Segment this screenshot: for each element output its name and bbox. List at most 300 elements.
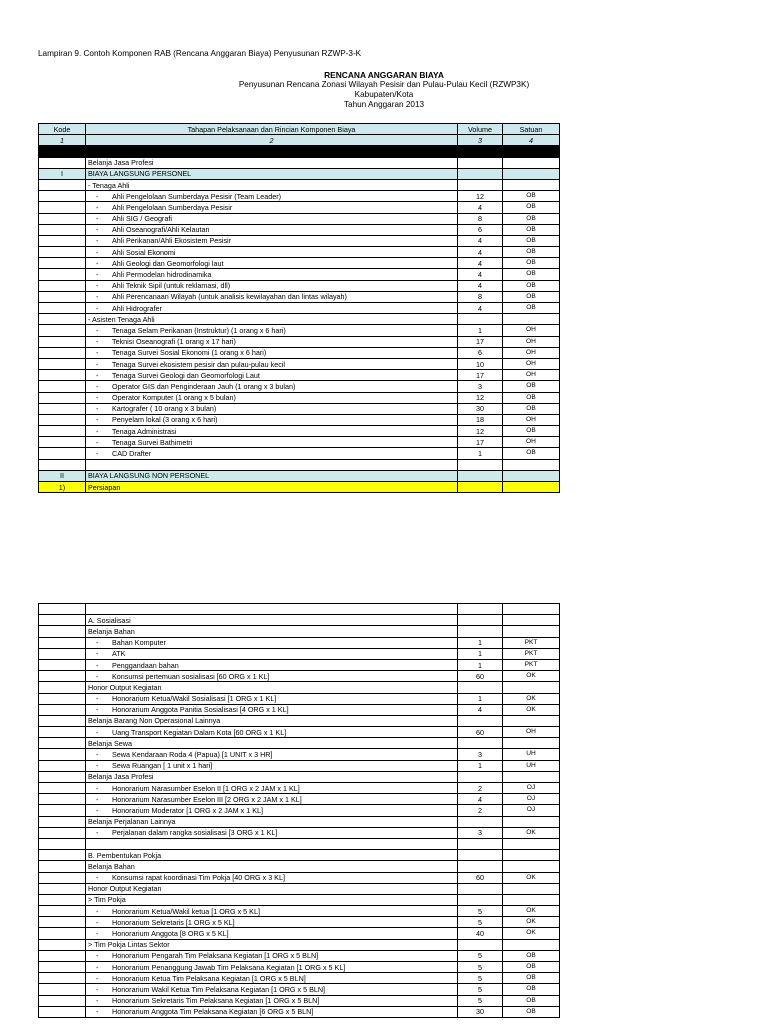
table-row: [39, 370, 560, 381]
cell-kode: [39, 861, 86, 872]
cell-volume: 4: [458, 794, 503, 805]
cell-kode: [39, 659, 86, 670]
cell-description: > Tim Pokja: [86, 894, 458, 905]
cell-description: [86, 370, 458, 381]
cell-kode: [39, 883, 86, 894]
header-kode: Kode: [39, 124, 86, 135]
column-number-2: 2: [86, 135, 458, 146]
item-text: - Ahli Pengelolaan Sumberdaya Pesisir (Team Leader): [96, 192, 281, 201]
item-text: - Ahli Oseanografi/Ahli Kelautan: [96, 225, 210, 234]
cell-satuan: [503, 838, 560, 849]
cell-satuan: OH: [503, 727, 560, 738]
cell-satuan: PKT: [503, 648, 560, 659]
table-row: [39, 995, 560, 1006]
table-row: [39, 715, 560, 726]
table-row: [39, 426, 560, 437]
item-text: - Ahli Hidrografer: [96, 304, 162, 313]
table-row: [39, 325, 560, 336]
cell-volume: 5: [458, 962, 503, 973]
cell-satuan: [503, 314, 560, 325]
table-row: [39, 392, 560, 403]
cell-kode: [39, 604, 86, 615]
cell-kode: [39, 637, 86, 648]
cell-description: [86, 280, 458, 291]
cell-volume: 4: [458, 704, 503, 715]
cell-volume: 1: [458, 325, 503, 336]
cell-kode: [39, 191, 86, 202]
cell-kode: [39, 224, 86, 235]
cell-volume: 12: [458, 426, 503, 437]
cell-volume: 5: [458, 995, 503, 1006]
cell-description: [86, 749, 458, 760]
cell-description: Belanja Bahan: [86, 626, 458, 637]
table-row: [39, 962, 560, 973]
header-volume: Volume: [458, 124, 503, 135]
table-row: [39, 470, 560, 481]
table-row: [39, 816, 560, 827]
cell-volume: [458, 939, 503, 950]
item-text: - ATK: [96, 649, 125, 658]
cell-volume: [458, 861, 503, 872]
cell-description: [86, 727, 458, 738]
table-row: [39, 671, 560, 682]
table-row: [39, 626, 560, 637]
appendix-caption: Lampiran 9. Contoh Komponen RAB (Rencana Anggaran Biaya) Penyusunan RZWP-3-K: [38, 49, 362, 58]
cell-volume: 60: [458, 727, 503, 738]
cell-description: [86, 347, 458, 358]
cell-kode: [39, 213, 86, 224]
cell-satuan: OK: [503, 928, 560, 939]
cell-description: BIAYA LANGSUNG PERSONEL: [86, 168, 458, 179]
cell-volume: 4: [458, 269, 503, 280]
cell-description: Belanja Jasa Profesi: [86, 771, 458, 782]
cell-satuan: OK: [503, 671, 560, 682]
cell-kode: [39, 358, 86, 369]
item-text: - Penyelam lokal (3 orang x 6 hari): [96, 415, 217, 424]
item-text: - Honorarium Ketua/Wakil ketua [1 ORG x 5 KL]: [96, 907, 260, 916]
table-row: [39, 727, 560, 738]
cell-description: [86, 950, 458, 961]
cell-kode: [39, 347, 86, 358]
cell-satuan: PKT: [503, 659, 560, 670]
item-text: - Honorarium Moderator [1 ORG x 2 JAM x 1 KL]: [96, 806, 263, 815]
cell-kode: [39, 749, 86, 760]
cell-description: [86, 403, 458, 414]
cell-volume: 40: [458, 928, 503, 939]
cell-volume: 60: [458, 671, 503, 682]
cell-satuan: OH: [503, 414, 560, 425]
table-row: [39, 861, 560, 872]
document-subtitle: Penyusunan Rencana Zonasi Wilayah Pesisir dan Pulau-Pulau Kecil (RZWP3K): [238, 80, 530, 89]
cell-kode: [39, 984, 86, 995]
cell-kode: [39, 235, 86, 246]
item-text: - Honorarium Anggota [8 ORG x 5 KL]: [96, 929, 229, 938]
cell-kode: [39, 783, 86, 794]
cell-kode: [39, 715, 86, 726]
cell-volume: 30: [458, 1006, 503, 1017]
table-row: [39, 917, 560, 928]
document-year: Tahun Anggaran 2013: [343, 100, 425, 109]
cell-description: [86, 247, 458, 258]
cell-description: [86, 838, 458, 849]
table-row: [39, 358, 560, 369]
cell-description: B. Pembentukan Pokja: [86, 850, 458, 861]
cell-satuan: OH: [503, 347, 560, 358]
table-row: [39, 783, 560, 794]
cell-description: [86, 392, 458, 403]
table-row: [39, 291, 560, 302]
table-row: [39, 771, 560, 782]
table-row: [39, 482, 560, 493]
table-row: [39, 213, 560, 224]
table-row: [39, 827, 560, 838]
cell-kode: [39, 771, 86, 782]
cell-description: [86, 928, 458, 939]
cell-kode: I: [39, 168, 86, 179]
cell-description: [86, 648, 458, 659]
cell-description: [86, 760, 458, 771]
cell-volume: 4: [458, 202, 503, 213]
item-text: - Honorarium Narasumber Eselon III [2 ORG x 2 JAM x 1 KL]: [96, 795, 302, 804]
table-row: [39, 894, 560, 905]
cell-satuan: [503, 168, 560, 179]
item-text: - Tenaga Survei Bathimetri: [96, 438, 192, 447]
table-row: [39, 191, 560, 202]
header-satuan: Satuan: [503, 124, 560, 135]
cell-satuan: OB: [503, 973, 560, 984]
table-row: [39, 403, 560, 414]
cell-volume: 4: [458, 235, 503, 246]
cell-satuan: OB: [503, 403, 560, 414]
table-row: [39, 202, 560, 213]
cell-volume: 4: [458, 247, 503, 258]
cell-description: - Tenaga Ahli: [86, 179, 458, 190]
item-text: - Honorarium Penanggung Jawab Tim Pelaksana Kegiatan [1 ORG x 5 KL]: [96, 963, 345, 972]
cell-volume: 1: [458, 760, 503, 771]
item-text: - Honorarium Ketua/Wakil Sosialisasi [1 ORG x 1 KL]: [96, 694, 276, 703]
cell-volume: 6: [458, 224, 503, 235]
cell-kode: [39, 459, 86, 470]
cell-satuan: OB: [503, 224, 560, 235]
cell-kode: 1): [39, 482, 86, 493]
cell-satuan: [503, 604, 560, 615]
cell-satuan: OB: [503, 984, 560, 995]
cell-volume: 5: [458, 906, 503, 917]
cell-satuan: OB: [503, 392, 560, 403]
item-text: - Ahli Permodelan hidrodinamika: [96, 270, 211, 279]
cell-satuan: OK: [503, 693, 560, 704]
cell-description: Belanja Perjalanan Lainnya: [86, 816, 458, 827]
cell-kode: [39, 258, 86, 269]
cell-kode: [39, 392, 86, 403]
table-row: [39, 235, 560, 246]
item-text: - Sewa Ruangan [ 1 unit x 1 hari]: [96, 761, 212, 770]
cell-description: [86, 917, 458, 928]
cell-satuan: OB: [503, 247, 560, 258]
cell-satuan: OB: [503, 202, 560, 213]
cell-volume: [458, 682, 503, 693]
cell-satuan: [503, 883, 560, 894]
cell-volume: [458, 894, 503, 905]
item-text: - Honorarium Ketua Tim Pelaksana Kegiatan [1 ORG x 5 BLN]: [96, 974, 306, 983]
table-row: [39, 347, 560, 358]
cell-satuan: OH: [503, 437, 560, 448]
cell-satuan: [503, 771, 560, 782]
cell-kode: [39, 1006, 86, 1017]
item-text: - Honorarium Anggota Panitia Sosialisasi [4 ORG x 1 KL]: [96, 705, 289, 714]
cell-satuan: OB: [503, 213, 560, 224]
table-row: [39, 950, 560, 961]
cell-satuan: OK: [503, 906, 560, 917]
cell-kode: [39, 615, 86, 626]
cell-kode: [39, 269, 86, 280]
cell-volume: [458, 604, 503, 615]
cell-kode: [39, 403, 86, 414]
item-text: - Penggandaan bahan: [96, 661, 179, 670]
cell-kode: [39, 370, 86, 381]
cell-satuan: OH: [503, 336, 560, 347]
cell-kode: [39, 437, 86, 448]
cell-volume: 12: [458, 191, 503, 202]
cell-description: [86, 191, 458, 202]
cell-kode: [39, 325, 86, 336]
cell-description: [86, 827, 458, 838]
cell-volume: 5: [458, 984, 503, 995]
cell-kode: [39, 426, 86, 437]
cell-kode: [39, 727, 86, 738]
cell-satuan: [503, 179, 560, 190]
cell-volume: 3: [458, 827, 503, 838]
cell-satuan: UH: [503, 749, 560, 760]
column-number-1: 1: [39, 135, 86, 146]
cell-volume: [458, 838, 503, 849]
cell-volume: 60: [458, 872, 503, 883]
cell-volume: [458, 850, 503, 861]
cell-description: Honor Output Kegiatan: [86, 682, 458, 693]
table-row: [39, 883, 560, 894]
cell-kode: [39, 280, 86, 291]
cell-satuan: OB: [503, 962, 560, 973]
table-row: [39, 794, 560, 805]
cell-satuan: OJ: [503, 805, 560, 816]
cell-satuan: OH: [503, 358, 560, 369]
cell-satuan: OB: [503, 258, 560, 269]
cell-kode: [39, 381, 86, 392]
item-text: - Bahan Komputer: [96, 638, 166, 647]
cell-satuan: OB: [503, 303, 560, 314]
cell-volume: 5: [458, 973, 503, 984]
cell-description: [86, 794, 458, 805]
cell-volume: [458, 482, 503, 493]
cell-description: - Asisten Tenaga Ahli: [86, 314, 458, 325]
table-row: [39, 749, 560, 760]
cell-description: [86, 995, 458, 1006]
budget-table-personnel: [38, 123, 560, 493]
table-row: [39, 973, 560, 984]
item-text: - Honorarium Sekretaris Tim Pelaksana Kegiatan [1 ORG x 5 BLN]: [96, 996, 319, 1005]
table-row: [39, 224, 560, 235]
table-row: [39, 414, 560, 425]
cell-satuan: [503, 470, 560, 481]
table-row: [39, 648, 560, 659]
table-row: [39, 704, 560, 715]
table-row: [39, 157, 560, 168]
cell-volume: [458, 738, 503, 749]
cell-description: Belanja Bahan: [86, 861, 458, 872]
cell-kode: [39, 291, 86, 302]
cell-kode: [39, 894, 86, 905]
table-row: [39, 1006, 560, 1017]
item-text: - Kartografer ( 10 orang x 3 bulan): [96, 404, 216, 413]
cell-description: [86, 604, 458, 615]
cell-satuan: [503, 939, 560, 950]
cell-kode: [39, 336, 86, 347]
cell-description: [86, 1006, 458, 1017]
table-row: [39, 269, 560, 280]
cell-satuan: [503, 682, 560, 693]
cell-satuan: OB: [503, 995, 560, 1006]
item-text: - Teknisi Oseanografi (1 orang x 17 hari): [96, 337, 236, 346]
cell-kode: [39, 704, 86, 715]
item-text: - Ahli Perencanaan Wilayah (untuk analisis kewilayahan dan lintas wilayah): [96, 292, 347, 301]
cell-volume: 2: [458, 805, 503, 816]
cell-kode: [39, 247, 86, 258]
cell-kode: [39, 872, 86, 883]
cell-volume: [458, 615, 503, 626]
item-text: - CAD Drafter: [96, 449, 151, 458]
cell-description: Belanja Jasa Profesi: [86, 157, 458, 168]
cell-description: [86, 235, 458, 246]
cell-kode: [39, 314, 86, 325]
budget-table-nonpersonnel: [38, 603, 560, 1018]
cell-satuan: [503, 850, 560, 861]
cell-satuan: [503, 715, 560, 726]
table-row: [39, 604, 560, 615]
cell-description: [86, 704, 458, 715]
cell-description: [86, 213, 458, 224]
cell-description: [86, 637, 458, 648]
cell-kode: [39, 760, 86, 771]
cell-kode: [39, 738, 86, 749]
cell-volume: 12: [458, 392, 503, 403]
cell-satuan: OB: [503, 950, 560, 961]
header-tahapan: Tahapan Pelaksanaan dan Rincian Komponen Biaya: [86, 124, 458, 135]
cell-volume: [458, 157, 503, 168]
cell-description: [86, 448, 458, 459]
cell-satuan: [503, 816, 560, 827]
cell-satuan: OB: [503, 1006, 560, 1017]
header-separator: [39, 146, 560, 157]
cell-satuan: [503, 482, 560, 493]
cell-description: [86, 783, 458, 794]
cell-description: A. Sosialisasi: [86, 615, 458, 626]
table-row: [39, 437, 560, 448]
table-row: [39, 303, 560, 314]
cell-satuan: OB: [503, 291, 560, 302]
cell-description: Belanja Barang Non Operasional Lainnya: [86, 715, 458, 726]
cell-kode: [39, 928, 86, 939]
document-region: Kabupaten/Kota: [354, 90, 414, 99]
table-row: [39, 258, 560, 269]
cell-description: [86, 984, 458, 995]
cell-satuan: OK: [503, 704, 560, 715]
cell-kode: [39, 950, 86, 961]
cell-description: [86, 269, 458, 280]
cell-volume: 1: [458, 659, 503, 670]
table-row: [39, 168, 560, 179]
cell-volume: 6: [458, 347, 503, 358]
cell-satuan: OK: [503, 827, 560, 838]
table-row: [39, 805, 560, 816]
cell-satuan: UH: [503, 760, 560, 771]
item-text: - Operator GIS dan Penginderaan Jauh (1 orang x 3 bulan): [96, 382, 295, 391]
table-row: [39, 738, 560, 749]
cell-satuan: OB: [503, 381, 560, 392]
cell-volume: 3: [458, 381, 503, 392]
cell-kode: [39, 794, 86, 805]
table-row: [39, 637, 560, 648]
item-text: - Konsumsi rapat koordinasi Tim Pokja [40 ORG x 3 KL]: [96, 873, 285, 882]
cell-volume: 17: [458, 370, 503, 381]
cell-volume: 17: [458, 437, 503, 448]
cell-volume: 5: [458, 950, 503, 961]
cell-volume: [458, 179, 503, 190]
cell-kode: [39, 414, 86, 425]
cell-kode: [39, 805, 86, 816]
cell-description: [86, 872, 458, 883]
table-row: [39, 682, 560, 693]
cell-volume: 1: [458, 648, 503, 659]
table-row: [39, 448, 560, 459]
cell-kode: [39, 179, 86, 190]
cell-kode: [39, 303, 86, 314]
cell-description: [86, 659, 458, 670]
cell-volume: 10: [458, 358, 503, 369]
cell-volume: 4: [458, 258, 503, 269]
cell-satuan: OB: [503, 269, 560, 280]
cell-volume: 18: [458, 414, 503, 425]
document-title: RENCANA ANGGARAN BIAYA: [324, 70, 444, 80]
table-row: [39, 459, 560, 470]
cell-volume: 4: [458, 303, 503, 314]
table-row: [39, 179, 560, 190]
cell-kode: [39, 917, 86, 928]
cell-satuan: OB: [503, 191, 560, 202]
cell-volume: 3: [458, 749, 503, 760]
item-text: - Perjalanan dalam rangka sosialisasi [3 ORG x 1 KL]: [96, 828, 277, 837]
item-text: - Tenaga Survei Sosial Ekonomi (1 orang x 6 hari): [96, 348, 266, 357]
cell-description: [86, 962, 458, 973]
cell-description: Persiapan: [86, 482, 458, 493]
cell-volume: [458, 470, 503, 481]
cell-kode: [39, 816, 86, 827]
cell-volume: 1: [458, 693, 503, 704]
cell-description: [86, 906, 458, 917]
item-text: - Honorarium Sekretaris [1 ORG x 5 KL]: [96, 918, 235, 927]
item-text: - Honorarium Narasumber Eselon II [1 ORG x 2 JAM x 1 KL]: [96, 784, 300, 793]
table-row: [39, 381, 560, 392]
item-text: - Tenaga Administrasi: [96, 427, 176, 436]
cell-description: [86, 336, 458, 347]
cell-kode: [39, 157, 86, 168]
cell-volume: 1: [458, 637, 503, 648]
cell-volume: 2: [458, 783, 503, 794]
cell-kode: [39, 827, 86, 838]
cell-kode: [39, 626, 86, 637]
cell-volume: 30: [458, 403, 503, 414]
item-text: - Tenaga Selam Perikanan (Instruktur) (1 orang x 6 hari): [96, 326, 286, 335]
item-text: - Konsumsi pertemuan sosialisasi [60 ORG x 1 KL]: [96, 672, 269, 681]
